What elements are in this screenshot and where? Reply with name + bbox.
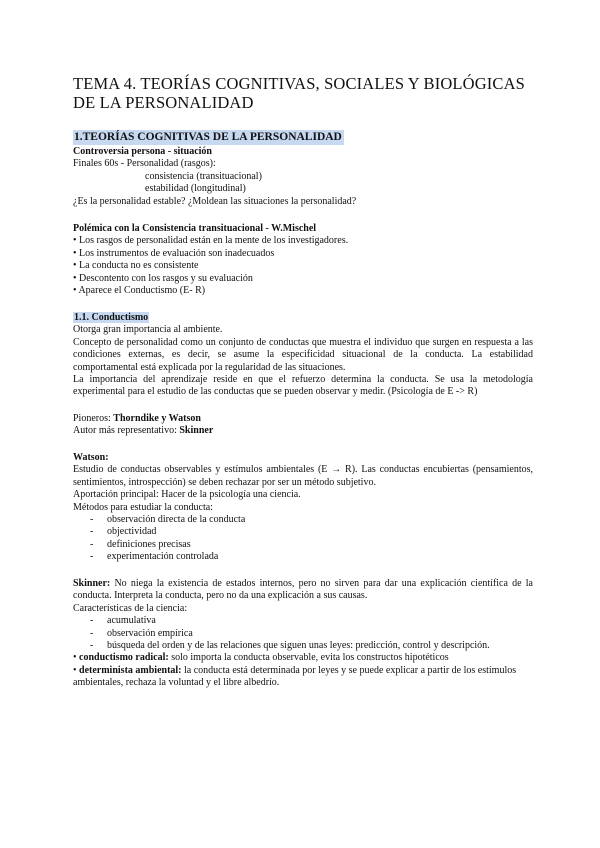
list-item: - observación empírica: [73, 628, 533, 640]
watson-block: [73, 452, 533, 564]
list-item: - objectividad: [73, 526, 533, 538]
polemica-block: [73, 223, 533, 297]
list-item: • Los instrumentos de evaluación son inadecuados: [73, 247, 275, 259]
autor-name: Skinner: [179, 425, 214, 437]
paragraph: No niega la existencia de estados internos, pero no sirven para dar una explicación científica de la conducta. Interpreta la conducta, pero no da una explicación a sus causas.: [73, 578, 533, 602]
skinner-name: Skinner:: [73, 578, 111, 589]
list-item: - experimentación controlada: [73, 551, 533, 563]
text-line: Finales 60s - Personalidad (rasgos):: [73, 158, 216, 170]
watson-heading: Watson:: [73, 452, 109, 463]
paragraph: Concepto de personalidad como un conjunto de conductas que muestra el individuo que surgen en respuesta a las condiciones externas, es decir, se asume la especificidad situacional de la conducta. La estabilidad comportamental está explicada por la regularidad de las situaciones.: [73, 336, 533, 373]
list-item: - definiciones precisas: [73, 539, 533, 551]
conductismo-heading: 1.1. Conductismo: [74, 312, 149, 323]
text-line: estabilidad (longitudinal): [145, 183, 246, 195]
determinista-label: determinista ambiental:: [79, 664, 182, 676]
pioneros-names: Thorndike y Watson: [113, 413, 201, 424]
list-item: - acumulativa: [73, 615, 533, 627]
list-item: - búsqueda del orden y de las relaciones que siguen unas leyes: predicción, control y descripción.: [73, 640, 533, 652]
paragraph: solo importa la conducta observable, evita los constructos hipotéticos: [168, 652, 449, 664]
controversia-heading: Controversia persona - situación: [73, 146, 212, 157]
paragraph: Características de la ciencia:: [73, 602, 188, 614]
polemica-heading: Polémica con la Consistencia transituacional - W.Mischel: [73, 223, 317, 234]
section-heading: 1.TEORÍAS COGNITIVAS DE LA PERSONALIDAD: [74, 131, 342, 143]
paragraph: la conducta está determinada por leyes y se puede explicar a partir de los estímulos ambientales, rechaza la voluntad y el libre albedrío.: [73, 664, 517, 689]
paragraph: La importancia del aprendizaje reside en que el refuerzo determina la conducta. Se usa la metodología experimental para el estudio de las conductas que se pueden observar y medir. (Psicología de E -> R): [73, 374, 533, 398]
conductismo-block: [73, 312, 533, 399]
paragraph: Métodos para estudiar la conducta:: [73, 501, 213, 513]
list-item: - observación directa de la conducta: [73, 514, 533, 526]
skinner-block: Skinner: No niega la existencia de estados internos, pero no sirven para dar una explicación científica de la conducta. Interpreta la conducta, pero no da una explicación a sus causas. Características de la ciencia: - acumulativa - observación empírica - búsqueda del orden y de las relaciones que siguen unas leyes: predicción, control y descripción. • conductismo radical: solo importa la conducta observable, evita los constructos hipotéticos • determinista ambiental: la conducta está determinada por leyes y se puede explicar a partir de los estímulos ambientales, rechaza la voluntad y el libre albedrío.: [73, 578, 533, 690]
paragraph: Aportación principal: Hacer de la psicología una ciencia.: [73, 489, 301, 501]
conductismo-radical-label: conductismo radical:: [79, 652, 169, 664]
paragraph: Otorga gran importancia al ambiente.: [73, 324, 223, 336]
list-item: • Los rasgos de personalidad están en la mente de los investigadores.: [73, 235, 349, 247]
document-title: TEMA 4. TEORÍAS COGNITIVAS, SOCIALES Y BIOLÓGICAS DE LA PERSONALIDAD: [73, 74, 525, 112]
pioneros-label: Pioneros:: [73, 413, 114, 424]
text-line: ¿Es la personalidad estable? ¿Moldean las situaciones la personalidad?: [73, 195, 357, 207]
pioneros-block: [73, 413, 533, 438]
methods-list: [73, 514, 533, 564]
list-item: • Aparece el Conductismo (E- R): [73, 285, 206, 297]
features-list: [73, 615, 533, 652]
text-line: consistencia (transituacional): [145, 170, 262, 182]
list-item: • La conducta no es consistente: [73, 260, 199, 272]
paragraph: Estudio de conductas observables y estímulos ambientales (E → R). Las conductas encubiertas (pensamientos, sentimientos, introspección) se deben rechazar por ser un método subjetivo.: [73, 464, 533, 488]
controversia-block: [73, 146, 533, 208]
autor-label: Autor más representativo:: [73, 425, 180, 437]
list-item: • Descontento con los rasgos y su evaluación: [73, 272, 253, 284]
